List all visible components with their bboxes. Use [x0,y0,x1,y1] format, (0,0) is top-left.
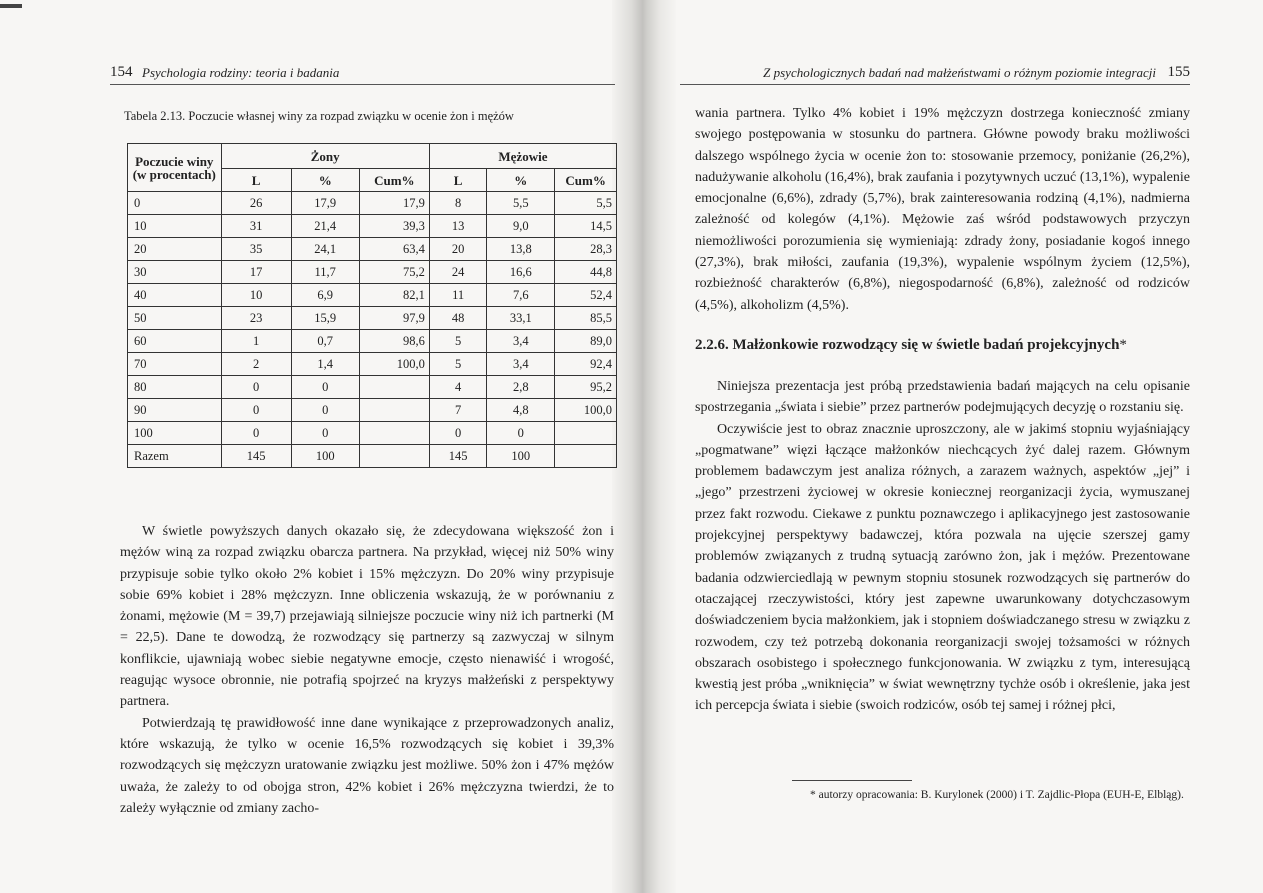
table-cell: 15,9 [291,307,359,330]
table-cell: 21,4 [291,215,359,238]
table-subheader: % [487,169,555,192]
table-cell: 89,0 [555,330,617,353]
table-cell: 0 [221,399,291,422]
continuation-text [695,103,1190,316]
row-label: 70 [128,353,222,376]
table-cell: 17,9 [291,192,359,215]
row-label: 100 [128,422,222,445]
paragraph: wania partnera. Tylko 4% kobiet i 19% mężczyzn dostrzega konieczność zmiany swojego postępowania w stosunku do partnera. Główne powody braku możliwości dalszego wspólnego życia w ocenie żon to: stosowanie przemocy, poniżanie (26,2%), nadużywanie alkoholu (16,4%), brak zaufania i pozytywnych uczuć (13,1%), wypalenie emocjonalne (6,6%), zdrady (5,7%), brak zainteresowania rodziną (4,1%), nadmierna zależność od kolegów (4,1%). Mężowie zaś wśród podstawowych przyczyn niemożliwości porozumienia się wymieniają: zdrady żony, posiadanie kogoś innego (27,3%), brak miłości, zaufania (19,3%), wypalenie wspólnym życiem (12,5%), rozbieżność charakterów (6,8%), niegospodarność (6,8%), zależność od rodziców (4,5%), alkoholizm (4,5%). [695,106,1190,313]
book-gutter [612,0,676,893]
table-cell: 8 [429,192,486,215]
section-heading [695,337,1190,354]
table-cell: 0 [221,376,291,399]
row-label: 80 [128,376,222,399]
table-caption: Tabela 2.13. Poczucie własnej winy za rozpad związku w ocenie żon i mężów [124,109,514,123]
table-row [128,330,617,353]
table-cell: 9,0 [487,215,555,238]
table-row [128,307,617,330]
left-page-header [110,64,615,84]
right-page [680,0,1190,893]
table-cell: 145 [221,445,291,468]
paragraph: Niniejsza prezentacja jest próbą przedstawienia badań mających na celu opisanie spostrzegania „świata i siebie” przez partnerów podejmujących decyzję o rozstaniu się. [695,379,1190,416]
table-cell: 16,6 [487,261,555,284]
table-cell [359,399,429,422]
table-cell: 44,8 [555,261,617,284]
table-cell: 145 [429,445,486,468]
table-cell: 4,8 [487,399,555,422]
table-cell: 20 [429,238,486,261]
table-cell: 7,6 [487,284,555,307]
table-cell: 52,4 [555,284,617,307]
table-row [128,261,617,284]
table-subheader: % [291,169,359,192]
table-subheader: Cum% [555,169,617,192]
table-cell: 35 [221,238,291,261]
table-cell: 24,1 [291,238,359,261]
table-cell: 33,1 [487,307,555,330]
table-cell: 100 [487,445,555,468]
paragraph: Oczywiście jest to obraz znacznie uproszczony, ale w jakimś stopniu wyjaśniający „pogmatwane” więzi łączące małżonków niechcących żyć dalej razem. Głównym problemem badawczym jest analiza różnych, a zarazem ważnych, aspektów „jej” i „jego” przestrzeni życiowej w okresie koniecznej reorganizacji życia, wymuszanej przez fakt rozwodu. Ciekawe z punktu poznawczego i aplikacyjnego jest zastosowanie projekcyjnej perspektywy badawczej, która pozwala na ujęcie szerszej gamy problemów związanych z trudną sytuacją zarówno żon, jak i mężów. Prezentowane badania odzwierciedlają w pewnym stopniu stosunek rozwodzących się partnerów do otaczającej rzeczywistości, który jest zapewne uwarunkowany dotychczasowym doświadczeniem bycia małżonkiem, jak i stopniem doświadczanego stresu w związku z rozwodem, czy też potrzebą dokonania reorganizacji swojej tożsamości w różnych obszarach osobistego i społecznego funkcjonowania. W związku z tym, interesującą kwestią jest próba „wniknięcia” w świat wewnętrzny tychże osób i określenie, jaka jest ich percepcja świata i siebie (swoich rodziców, osób tej samej i różnej płci, [695,421,1190,714]
right-page-header [680,64,1190,84]
row-label: 30 [128,261,222,284]
table-cell: 0,7 [291,330,359,353]
table-cell [359,422,429,445]
left-page [110,0,615,893]
table-cell: 100 [291,445,359,468]
table-cell [359,445,429,468]
row-label: 0 [128,192,222,215]
row-label: 50 [128,307,222,330]
table-cell [359,376,429,399]
paragraph: Potwierdzają tę prawidłowość inne dane wynikające z przeprowadzonych analiz, które wskazują, że tylko w ocenie 16,5% rozwodzących się kobiet i 39,3% rozwodzących się mężczyzn uratowanie związku jest możliwe. 50% żon i 47% mężów uważa, że zależy to od obojga stron, 42% kobiet i 26% mężczyzna twierdzi, że to zależy wyłącznie od zmiany zacho- [120,715,614,816]
table-cell: 75,2 [359,261,429,284]
table-cell: 2 [221,353,291,376]
table-cell: 63,4 [359,238,429,261]
table-cell: 95,2 [555,376,617,399]
footnote: * autorzy opracowania: B. Kurylonek (2000) i T. Zajdlic-Płopa (EUH-E, Elbląg). [810,789,1184,801]
row-label: 40 [128,284,222,307]
table-cell: 92,4 [555,353,617,376]
paragraph: W świetle powyższych danych okazało się, że zdecydowana większość żon i mężów winą za rozpad związku obarcza partnera. Na przykład, więcej niż 50% winy przypisuje sobie tylko około 2% kobiet i 15% mężczyzn. Do 20% winy przypisuje sobie 69% kobiet i 28% mężczyzn. Inne obliczenia wskazują, że w porównaniu z żonami, mężowie (M = 39,7) przejawiają silniejsze poczucie winy niż ich partnerki (M = 22,5). Dane te dowodzą, że rozwodzący się partnerzy są zazwyczaj w silnym konflikcie, ujawniają wobec siebie negatywne emocje, często nienawiść i wrogość, reagując wysoce obronnie, nie potrafią spojrzeć na kryzys małżeński z perspektywy partnera. [120,524,614,710]
table-cell: 28,3 [555,238,617,261]
table-cell: 7 [429,399,486,422]
table-group-wives: Żony [221,144,429,169]
table-cell: 0 [291,422,359,445]
footnote-rule [792,780,912,781]
row-label: Razem [128,445,222,468]
table-subheader: L [221,169,291,192]
table-cell: 11 [429,284,486,307]
table-cell: 14,5 [555,215,617,238]
section-body-text [695,376,1190,717]
table-row [128,238,617,261]
table-cell: 6,9 [291,284,359,307]
scan-corner-mark [0,4,22,8]
running-title: Psychologia rodziny: teoria i badania [142,65,340,80]
table-cell: 82,1 [359,284,429,307]
table-row [128,422,617,445]
table-cell: 1 [221,330,291,353]
table-cell [555,445,617,468]
table-cell: 0 [291,399,359,422]
table-row [128,192,617,215]
table-cell [555,422,617,445]
table-cell: 3,4 [487,330,555,353]
page-number: 155 [1167,64,1190,80]
table-cell: 24 [429,261,486,284]
header-rule [110,84,615,85]
section-heading-star: * [1119,337,1127,353]
table-cell: 0 [429,422,486,445]
table-cell: 13,8 [487,238,555,261]
table-row [128,353,617,376]
row-label: 90 [128,399,222,422]
table-cell: 0 [221,422,291,445]
table-body [128,192,617,468]
table-cell: 48 [429,307,486,330]
table-cell: 5,5 [487,192,555,215]
table-cell: 13 [429,215,486,238]
table-group-husbands: Mężowie [429,144,616,169]
table-row [128,215,617,238]
table-cell: 10 [221,284,291,307]
row-label: 60 [128,330,222,353]
table-cell: 17 [221,261,291,284]
table-row [128,399,617,422]
table-cell: 100,0 [555,399,617,422]
guilt-table [127,143,617,468]
row-label: 20 [128,238,222,261]
page-number: 154 [110,64,133,80]
table-cell: 5,5 [555,192,617,215]
table-cell: 100,0 [359,353,429,376]
table-cell: 5 [429,353,486,376]
table-subheader: Cum% [359,169,429,192]
table-cell: 1,4 [291,353,359,376]
left-body-text [120,521,614,819]
table-cell: 23 [221,307,291,330]
running-title: Z psychologicznych badań nad małżeństwami o różnym poziomie integracji [763,65,1156,80]
table-cell: 4 [429,376,486,399]
table-row [128,376,617,399]
table-cell: 0 [291,376,359,399]
table-cell: 5 [429,330,486,353]
table-cell: 39,3 [359,215,429,238]
table-cell: 0 [487,422,555,445]
table-cell: 98,6 [359,330,429,353]
table-row [128,445,617,468]
section-heading-text: 2.2.6. Małżonkowie rozwodzący się w świetle badań projekcyjnych [695,337,1120,353]
table-cell: 2,8 [487,376,555,399]
table-cell: 3,4 [487,353,555,376]
table-cell: 31 [221,215,291,238]
table-cell: 26 [221,192,291,215]
header-rule [680,84,1190,85]
table-cell: 97,9 [359,307,429,330]
table-header-label: Poczucie winy (w procentach) [128,144,222,192]
table-cell: 17,9 [359,192,429,215]
table-cell: 11,7 [291,261,359,284]
table-cell: 85,5 [555,307,617,330]
table-row [128,284,617,307]
row-label: 10 [128,215,222,238]
table-subheader: L [429,169,486,192]
